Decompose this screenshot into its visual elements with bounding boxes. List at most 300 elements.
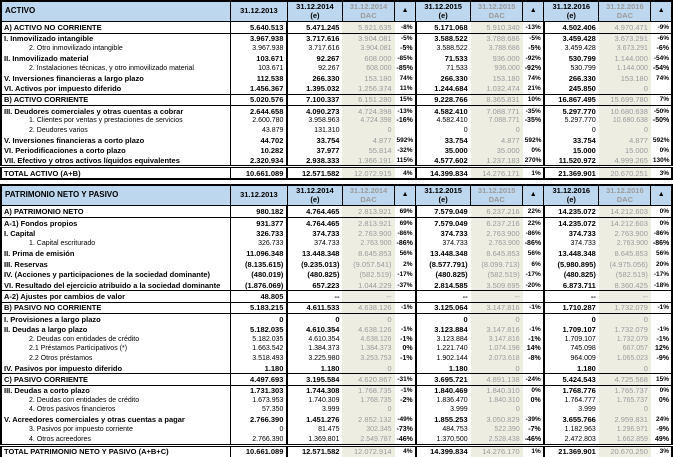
value-delta-3: 12% — [654, 345, 669, 353]
value-2013: 2.644.658 — [230, 106, 287, 117]
row-label: VI. Activos por impuesto diferido — [1, 84, 230, 95]
value-estimate-1: 3.999 — [287, 405, 342, 415]
value-dac-1: 153.180 — [342, 73, 394, 84]
value-dac-3: (582.519) — [599, 270, 651, 281]
value-delta-3: 24% — [655, 416, 669, 424]
value-delta-3: -86% — [653, 230, 669, 238]
value-delta-1: 4% — [395, 445, 416, 457]
value-delta-2: -35% — [525, 107, 541, 115]
value-dac-1: 608.000 — [342, 64, 394, 74]
table-row — [1, 135, 672, 146]
value-dac-2: 1.074.198 — [471, 344, 523, 354]
value-delta-2: -17% — [525, 271, 541, 279]
value-dac-1: 4.877 — [342, 135, 394, 146]
value-estimate-3: 1.709.107 — [544, 324, 599, 335]
value-dac-3: 0 — [599, 405, 651, 415]
value-estimate-3: 4.502.406 — [544, 22, 599, 34]
value-delta-3: 0% — [658, 396, 669, 404]
value-2013: 2.320.934 — [230, 156, 287, 167]
value-estimate-3: 5.424.543 — [544, 374, 599, 386]
value-delta-3: -1% — [651, 302, 672, 314]
value-delta-1 — [395, 363, 416, 374]
value-delta-3: 20% — [655, 260, 669, 268]
value-delta-2: -13% — [523, 22, 544, 34]
value-delta-3: -9% — [656, 354, 669, 362]
value-estimate-1: 92.267 — [287, 64, 342, 74]
value-delta-3: 49% — [654, 435, 669, 443]
value-delta-2: -8% — [528, 354, 541, 362]
header-row — [1, 1, 672, 22]
row-label: 2. Deudas con entidades de crédito — [29, 396, 140, 404]
value-delta-2: -5% — [528, 44, 541, 52]
row-label: 2. Deudas con entidades de crédito — [29, 335, 140, 343]
value-estimate-2: 0 — [416, 126, 471, 136]
value-2013: 1.456.367 — [230, 84, 287, 95]
value-estimate-1: 1.740.309 — [287, 396, 342, 406]
value-dac-2: 2.528.438 — [471, 435, 523, 446]
value-estimate-1: 33.754 — [287, 135, 342, 146]
table-row — [1, 445, 672, 457]
value-dac-3: 1.732.079 — [599, 335, 651, 345]
value-dac-3: 2.763.900 — [599, 239, 651, 249]
value-dac-3: 0 — [599, 314, 651, 325]
table-row — [1, 217, 672, 229]
value-delta-3 — [651, 84, 672, 95]
value-estimate-2: 71.533 — [416, 53, 471, 64]
value-estimate-3: 33.754 — [544, 135, 599, 146]
value-delta-1: -46% — [396, 435, 413, 443]
value-delta-2: 14% — [526, 345, 541, 353]
table-row — [1, 44, 672, 54]
table-row — [1, 33, 672, 44]
row-label: 2. Instalaciones técnicas, y otro inmovilizado material — [29, 64, 194, 72]
value-delta-3: -86% — [652, 240, 670, 248]
value-delta-1: -86% — [397, 230, 413, 238]
value-delta-1: 74% — [399, 74, 413, 82]
value-dac-2: (8.099.713) — [471, 259, 523, 270]
value-dac-1: 0 — [342, 405, 394, 415]
value-estimate-1: 1.451.276 — [287, 415, 342, 426]
value-dac-1: 55.814 — [342, 146, 394, 157]
value-estimate-2: 71.533 — [416, 64, 471, 74]
value-2013: 980.182 — [230, 206, 287, 218]
value-delta-1 — [395, 314, 416, 325]
value-estimate-3: 2.472.803 — [544, 435, 599, 446]
table-row — [1, 396, 672, 406]
value-estimate-2: 2.814.585 — [416, 280, 471, 291]
value-delta-2: -86% — [525, 230, 541, 238]
value-dac-3: 2.959.831 — [599, 415, 651, 426]
value-2013: 44.702 — [230, 135, 287, 146]
value-delta-2: 0% — [530, 396, 541, 404]
value-2013: (480.019) — [230, 270, 287, 281]
value-estimate-2: 33.754 — [416, 135, 471, 146]
value-dac-1: 3.253.753 — [342, 354, 394, 364]
value-estimate-1: 1.744.308 — [287, 385, 342, 396]
value-delta-1: -85% — [396, 64, 413, 72]
value-delta-3: 0% — [651, 206, 672, 218]
value-delta-2: 56% — [527, 250, 541, 258]
table-row — [1, 324, 672, 335]
value-estimate-3: 964.009 — [544, 354, 599, 364]
table-row — [1, 280, 672, 291]
value-dac-3: 0 — [599, 126, 651, 136]
value-2013: 326.733 — [230, 239, 287, 249]
value-2013: 0 — [230, 425, 287, 435]
value-2013: 57.350 — [230, 405, 287, 415]
value-dac-1: 12.072.915 — [342, 167, 394, 180]
value-delta-3 — [651, 126, 672, 136]
value-estimate-3: 5.297.770 — [544, 106, 599, 117]
value-delta-3: 592% — [652, 136, 670, 144]
value-dac-3: -- — [599, 291, 651, 303]
value-dac-3: 667.057 — [599, 344, 651, 354]
value-delta-1: -1% — [401, 387, 413, 394]
row-label: III. Deudas a corto plazo — [4, 386, 90, 395]
value-delta-2: 74% — [527, 74, 541, 82]
value-delta-3: -54% — [653, 54, 669, 62]
value-dac-1: (9.057.541) — [342, 259, 394, 270]
value-delta-3: -50% — [653, 107, 669, 115]
value-dac-1: 1.256.374 — [342, 84, 394, 95]
table-row — [1, 335, 672, 345]
value-estimate-2: 1.221.740 — [416, 344, 471, 354]
row-label: VI. Resultado del ejercicio atribuido a la sociedad dominante — [1, 280, 230, 291]
value-dac-2: 2.763.900 — [471, 239, 523, 249]
value-dac-1: 2.813.921 — [342, 217, 394, 229]
value-delta-2 — [523, 291, 544, 303]
value-dac-1: 2.763.900 — [342, 239, 394, 249]
delta-icon: ▲ — [651, 1, 672, 22]
value-2013: (8.135.615) — [230, 259, 287, 270]
value-estimate-3: 1.768.776 — [544, 385, 599, 396]
value-dac-2: -- — [471, 291, 523, 303]
value-2013: 5.182.035 — [230, 324, 287, 335]
value-delta-2: -39% — [525, 416, 541, 424]
value-dac-1: 1.366.191 — [342, 156, 394, 167]
value-dac-3: 1.765.737 — [599, 396, 651, 406]
value-2013: 103.671 — [230, 64, 287, 74]
value-delta-1: 0% — [402, 345, 413, 353]
value-estimate-3: 530.799 — [544, 64, 599, 74]
value-dac-2: 0 — [471, 363, 523, 374]
value-estimate-2: 7.579.049 — [416, 206, 471, 218]
row-label: 2. Otro inmovilizado intangible — [29, 44, 123, 52]
value-delta-1: -85% — [397, 54, 413, 62]
value-estimate-2: 4.577.602 — [416, 156, 471, 167]
value-estimate-3: 21.369.901 — [544, 445, 599, 457]
value-delta-1: 56% — [399, 250, 413, 258]
value-delta-1: -86% — [396, 240, 413, 248]
value-2013: 1.180 — [230, 363, 287, 374]
value-estimate-3: 5.297.770 — [544, 116, 599, 126]
value-delta-1: 11% — [395, 84, 416, 95]
value-dac-3: 10.680.638 — [599, 106, 651, 117]
value-estimate-1: 12.571.582 — [287, 167, 342, 180]
value-delta-1 — [395, 291, 416, 303]
value-delta-2: -7% — [528, 426, 541, 434]
value-dac-2: 2.763.900 — [471, 229, 523, 240]
value-delta-1: -16% — [396, 117, 413, 125]
value-delta-3 — [651, 291, 672, 303]
value-estimate-2: 3.588.522 — [416, 44, 471, 54]
value-dac-1: -- — [342, 291, 394, 303]
row-label: V. Inversiones financieras a corto plazo — [4, 135, 145, 145]
value-estimate-1: 13.448.348 — [287, 249, 342, 260]
value-dac-2: 3.147.816 — [471, 335, 523, 345]
row-label: TOTAL PATRIMONIO NETO Y PASIVO (A+B+C) — [1, 445, 230, 457]
table-row — [1, 22, 672, 34]
value-delta-3 — [651, 405, 672, 415]
value-estimate-1: 1.395.032 — [287, 84, 342, 95]
value-dac-3: 153.180 — [599, 73, 651, 84]
value-delta-1: -73% — [396, 426, 413, 434]
value-delta-3: -6% — [656, 44, 669, 52]
value-delta-2: -46% — [524, 435, 542, 443]
value-delta-3: -54% — [652, 64, 670, 72]
value-dac-3: 0 — [599, 363, 651, 374]
value-delta-1 — [395, 405, 416, 415]
value-estimate-1: 4.610.354 — [287, 324, 342, 335]
value-delta-2: 22% — [527, 219, 541, 227]
value-dac-3: 20.670.250 — [599, 445, 651, 457]
value-2013: (1.876.069) — [230, 280, 287, 291]
section-title: PATRIMONIO NETO Y PASIVO — [1, 185, 230, 206]
value-estimate-3: 11.520.972 — [544, 156, 599, 167]
value-estimate-2: 3.588.522 — [416, 33, 471, 44]
value-2013: 4.497.693 — [230, 374, 287, 386]
value-estimate-3: 374.733 — [544, 229, 599, 240]
table-row — [1, 239, 672, 249]
value-estimate-1: 266.330 — [287, 73, 342, 84]
value-estimate-1: 3.195.584 — [287, 374, 342, 386]
value-2013: 5.020.576 — [230, 94, 287, 106]
table-row — [1, 249, 672, 260]
table-row — [1, 126, 672, 136]
value-estimate-3: 14.235.072 — [544, 217, 599, 229]
value-estimate-2: 1.244.684 — [416, 84, 471, 95]
row-label: A-2) Ajustes por cambios de valor — [1, 291, 230, 303]
value-delta-1: -13% — [397, 107, 413, 115]
value-dac-2: 3.050.829 — [471, 415, 523, 426]
value-estimate-1: -- — [287, 291, 342, 303]
row-label: VII. Efectivo y otros activos líquidos equivalentes — [4, 156, 180, 165]
value-dac-3: 10.680.638 — [599, 116, 651, 126]
value-dac-1: 302.345 — [342, 425, 394, 435]
value-delta-2: -1% — [523, 302, 544, 314]
row-label: 2. Deudores varios — [29, 126, 88, 134]
value-2013: 43.879 — [230, 126, 287, 136]
value-estimate-1: 3.717.616 — [287, 44, 342, 54]
value-delta-2 — [523, 405, 544, 415]
value-dac-3: 1.662.859 — [599, 435, 651, 446]
value-delta-1: -5% — [400, 44, 413, 52]
value-delta-1: -17% — [397, 271, 413, 279]
value-dac-3: 1.144.000 — [599, 64, 651, 74]
value-estimate-2: 9.228.766 — [416, 94, 471, 106]
value-2013: 2.766.390 — [230, 435, 287, 446]
value-estimate-3: 530.799 — [544, 53, 599, 64]
value-delta-3: -18% — [651, 280, 672, 291]
value-dac-1: 0 — [342, 363, 394, 374]
value-dac-2: 8.645.853 — [471, 249, 523, 260]
value-dac-1: 4.724.398 — [342, 116, 394, 126]
value-estimate-3: 16.867.495 — [544, 94, 599, 106]
row-label: I. Inmovilizado intangible — [4, 34, 94, 43]
row-label: V. Inversiones financieras a largo plazo — [4, 73, 144, 83]
value-estimate-1: 4.764.465 — [287, 206, 342, 218]
col-header-dac-3: 31.12.2016 DAC — [599, 185, 651, 206]
value-dac-2: 3.788.686 — [471, 33, 523, 44]
row-label: III. Deudores comerciales y otras cuentas a cobrar — [4, 106, 184, 116]
value-dac-3: 4.999.265 — [599, 156, 651, 167]
value-dac-2: 35.000 — [471, 146, 523, 157]
value-delta-3: -9% — [651, 22, 672, 34]
table-row — [1, 106, 672, 117]
value-estimate-3: 266.330 — [544, 73, 599, 84]
table-row — [1, 344, 672, 354]
value-dac-2: 5.910.340 — [471, 22, 523, 34]
value-estimate-2: 374.733 — [416, 239, 471, 249]
value-estimate-1: (480.825) — [287, 270, 342, 281]
row-label: B) PASIVO NO CORRIENTE — [1, 302, 230, 314]
value-delta-3: 7% — [651, 94, 672, 106]
table-row — [1, 53, 672, 64]
value-delta-2: 6% — [531, 260, 541, 268]
value-estimate-3: 3.459.428 — [544, 44, 599, 54]
col-header-dac-1: 31.12.2014 DAC — [342, 185, 394, 206]
value-dac-2: (582.519) — [471, 270, 523, 281]
col-header-dac-2: 31.12.2015 DAC — [471, 185, 523, 206]
table-row — [1, 73, 672, 84]
value-dac-3: 4.877 — [599, 135, 651, 146]
value-dac-2: 0 — [471, 314, 523, 325]
value-dac-1: 4.724.398 — [342, 106, 394, 117]
row-label: 3. Pasivos por impuesto corriente — [29, 426, 133, 434]
value-dac-1: 6.151.280 — [342, 94, 394, 106]
value-2013: 10.661.089 — [230, 445, 287, 457]
value-delta-3: -1% — [656, 335, 669, 343]
value-2013: 103.671 — [230, 53, 287, 64]
value-delta-1: 115% — [396, 157, 413, 164]
value-delta-3 — [651, 314, 672, 325]
value-delta-1: 69% — [395, 206, 416, 218]
value-estimate-2: 484.753 — [416, 425, 471, 435]
value-2013: 10.282 — [230, 146, 287, 157]
value-estimate-2: 13.448.348 — [416, 249, 471, 260]
value-delta-1: -49% — [397, 416, 413, 424]
value-delta-3: 3% — [651, 167, 672, 180]
row-label: II. Inmovilizado material — [4, 53, 89, 63]
col-header-dac-3: 31.12.2016 DAC — [599, 1, 651, 22]
value-estimate-3: 6.873.711 — [544, 280, 599, 291]
value-estimate-2: 3.695.721 — [416, 374, 471, 386]
value-estimate-1: 374.733 — [287, 239, 342, 249]
value-dac-3: 20.670.251 — [599, 167, 651, 180]
header-row — [1, 185, 672, 206]
value-dac-2: 936.000 — [471, 53, 523, 64]
value-dac-1: 4.638.126 — [342, 324, 394, 335]
table-row — [1, 167, 672, 180]
row-label: I. Provisiones a largo plazo — [4, 314, 101, 324]
value-estimate-3: 14.235.072 — [544, 206, 599, 218]
value-2013: 1.731.303 — [230, 385, 287, 396]
table-row — [1, 314, 672, 325]
value-estimate-3: (480.825) — [544, 270, 599, 281]
value-dac-2: 0 — [471, 126, 523, 136]
value-delta-3: 56% — [655, 250, 669, 258]
value-dac-3: 3.673.291 — [599, 33, 651, 44]
value-2013: 5.183.215 — [230, 302, 287, 314]
value-delta-2: 1% — [523, 167, 544, 180]
value-estimate-2: 14.399.834 — [416, 445, 471, 457]
value-2013: 3.518.493 — [230, 354, 287, 364]
value-estimate-3: 3.999 — [544, 405, 599, 415]
value-dac-2: 7.088.771 — [471, 116, 523, 126]
value-delta-3: -1% — [657, 325, 669, 333]
value-dac-1: 5.921.635 — [342, 22, 394, 34]
value-estimate-3: 3.655.766 — [544, 415, 599, 426]
value-dac-2: 8.365.831 — [471, 94, 523, 106]
value-estimate-2: (480.825) — [416, 270, 471, 281]
table-row — [1, 116, 672, 126]
value-estimate-2: 14.399.834 — [416, 167, 471, 180]
col-header-dac-2: 31.12.2015 DAC — [471, 1, 523, 22]
value-delta-2 — [523, 314, 544, 325]
value-dac-1: 2.813.921 — [342, 206, 394, 218]
value-dac-1: 3.904.081 — [342, 44, 394, 54]
value-estimate-2: 1.180 — [416, 363, 471, 374]
row-label: V. Acreedores comerciales y otras cuentas a pagar — [4, 415, 185, 425]
value-dac-2: 4.877 — [471, 135, 523, 146]
value-2013: 2.766.390 — [230, 415, 287, 426]
table-row — [1, 94, 672, 106]
value-estimate-3: 3.459.428 — [544, 33, 599, 44]
value-dac-1: 4.638.126 — [342, 302, 394, 314]
table-row — [1, 425, 672, 435]
row-label: IV. Pasivos por impuesto diferido — [1, 363, 230, 374]
table-row — [1, 363, 672, 374]
value-delta-1: 15% — [395, 94, 416, 106]
value-estimate-3: 1.710.287 — [544, 302, 599, 314]
value-estimate-2: 1.370.500 — [416, 435, 471, 446]
value-dac-1: (582.519) — [342, 270, 394, 281]
row-label: 2.2 Otros préstamos — [29, 354, 93, 362]
value-dac-3: 1.765.737 — [599, 385, 651, 396]
value-delta-1: 4% — [395, 167, 416, 180]
row-label: C) PASIVO CORRIENTE — [1, 374, 230, 386]
value-estimate-2: 266.330 — [416, 73, 471, 84]
section-title: ACTIVO — [1, 1, 230, 22]
value-dac-1: 8.645.853 — [342, 249, 394, 260]
value-dac-2: 6.237.216 — [471, 217, 523, 229]
value-delta-3: 0% — [659, 147, 669, 155]
table-row — [1, 374, 672, 386]
value-delta-2: -20% — [523, 280, 544, 291]
value-estimate-1: 81.475 — [287, 425, 342, 435]
value-dac-3: 14.212.603 — [599, 217, 651, 229]
value-dac-3: 4.725.568 — [599, 374, 651, 386]
value-dac-2: 6.237.216 — [471, 206, 523, 218]
delta-icon: ▲ — [523, 1, 544, 22]
row-label: 4. Otros pasivos financieros — [29, 406, 116, 414]
value-dac-2: 936.000 — [471, 64, 523, 74]
delta-icon: ▲ — [651, 185, 672, 206]
value-dac-1: 1.044.229 — [342, 280, 394, 291]
value-estimate-1: 3.225.980 — [287, 354, 342, 364]
value-estimate-2: 1.836.470 — [416, 396, 471, 406]
value-dac-3: 1.296.971 — [599, 425, 651, 435]
